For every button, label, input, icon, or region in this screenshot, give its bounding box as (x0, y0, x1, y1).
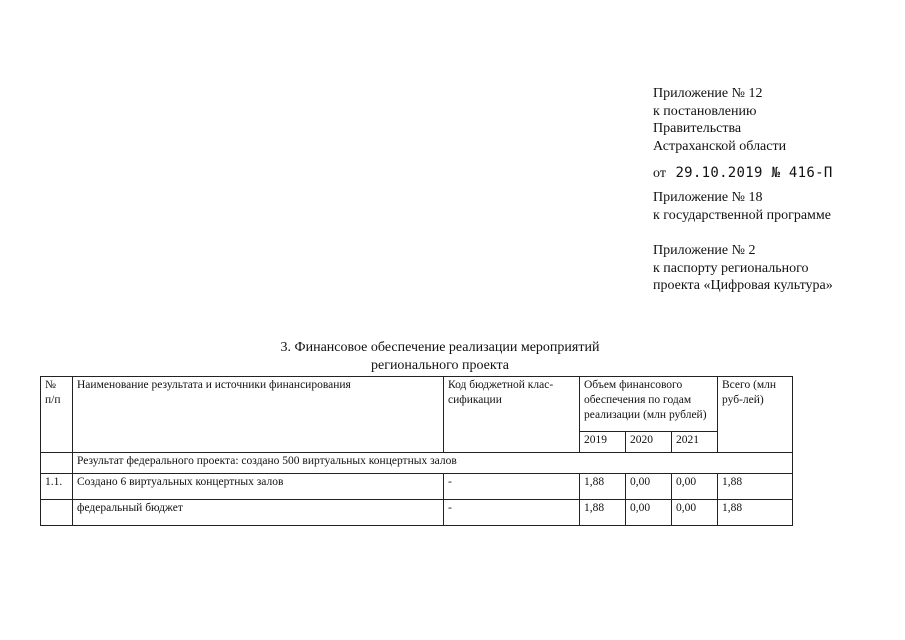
section-title-line-2: регионального проекта (370, 358, 510, 373)
header-total: Всего (млн руб-лей) (718, 377, 793, 453)
appendix-12-line: Приложение № 12 (653, 86, 763, 101)
section-row-title: Результат федерального проекта: создано 500 виртуальных концертных залов (73, 453, 793, 474)
row-y2021: 0,00 (672, 474, 718, 500)
row-num (41, 500, 73, 526)
row-y2019: 1,88 (580, 474, 626, 500)
header-num: № п/п (41, 377, 73, 453)
header-code: Код бюджетной клас-сификации (444, 377, 580, 453)
section-row-num (41, 453, 73, 474)
appendix-12-line: Астраханской области (653, 138, 787, 154)
section-title (270, 339, 610, 375)
table-row (41, 474, 793, 500)
row-name: Создано 6 виртуальных концертных залов (73, 474, 444, 500)
row-total: 1,88 (718, 500, 793, 526)
appendix-12-line: к постановлению (653, 103, 757, 119)
row-code: - (444, 474, 580, 500)
row-y2020: 0,00 (626, 474, 672, 500)
appendix-2-line: проекта «Цифровая культура» (653, 278, 833, 293)
section-title-line-1: 3. Финансовое обеспечение реализации мероприятий (280, 340, 600, 355)
header-year: 2019 (580, 432, 626, 453)
appendix-18-line: Приложение № 18 (653, 190, 763, 205)
appendix-2-block (653, 242, 833, 295)
row-num: 1.1. (41, 474, 73, 500)
appendix-2-line: к паспорту регионального (653, 260, 809, 276)
table-row (41, 500, 793, 526)
row-code: - (444, 500, 580, 526)
row-y2019: 1,88 (580, 500, 626, 526)
appendix-18-line: к государственной программе (653, 207, 831, 223)
date-prefix: от (653, 166, 666, 181)
row-y2021: 0,00 (672, 500, 718, 526)
row-name: федеральный бюджет (73, 500, 444, 526)
header-name: Наименование результата и источники финансирования (73, 377, 444, 453)
row-total: 1,88 (718, 474, 793, 500)
header-year: 2021 (672, 432, 718, 453)
appendix-2-line: Приложение № 2 (653, 243, 756, 258)
appendix-18-block (653, 189, 831, 224)
row-y2020: 0,00 (626, 500, 672, 526)
financing-table (40, 376, 793, 526)
appendix-12-line: Правительства (653, 121, 742, 136)
date-stamp: 29.10.2019 № 416-П (675, 165, 833, 181)
header-year: 2020 (626, 432, 672, 453)
appendix-12-block (653, 85, 786, 155)
header-volume: Объем финансового обеспечения по годам реализации (млн рублей) (580, 377, 718, 432)
resolution-date-line (653, 165, 833, 182)
